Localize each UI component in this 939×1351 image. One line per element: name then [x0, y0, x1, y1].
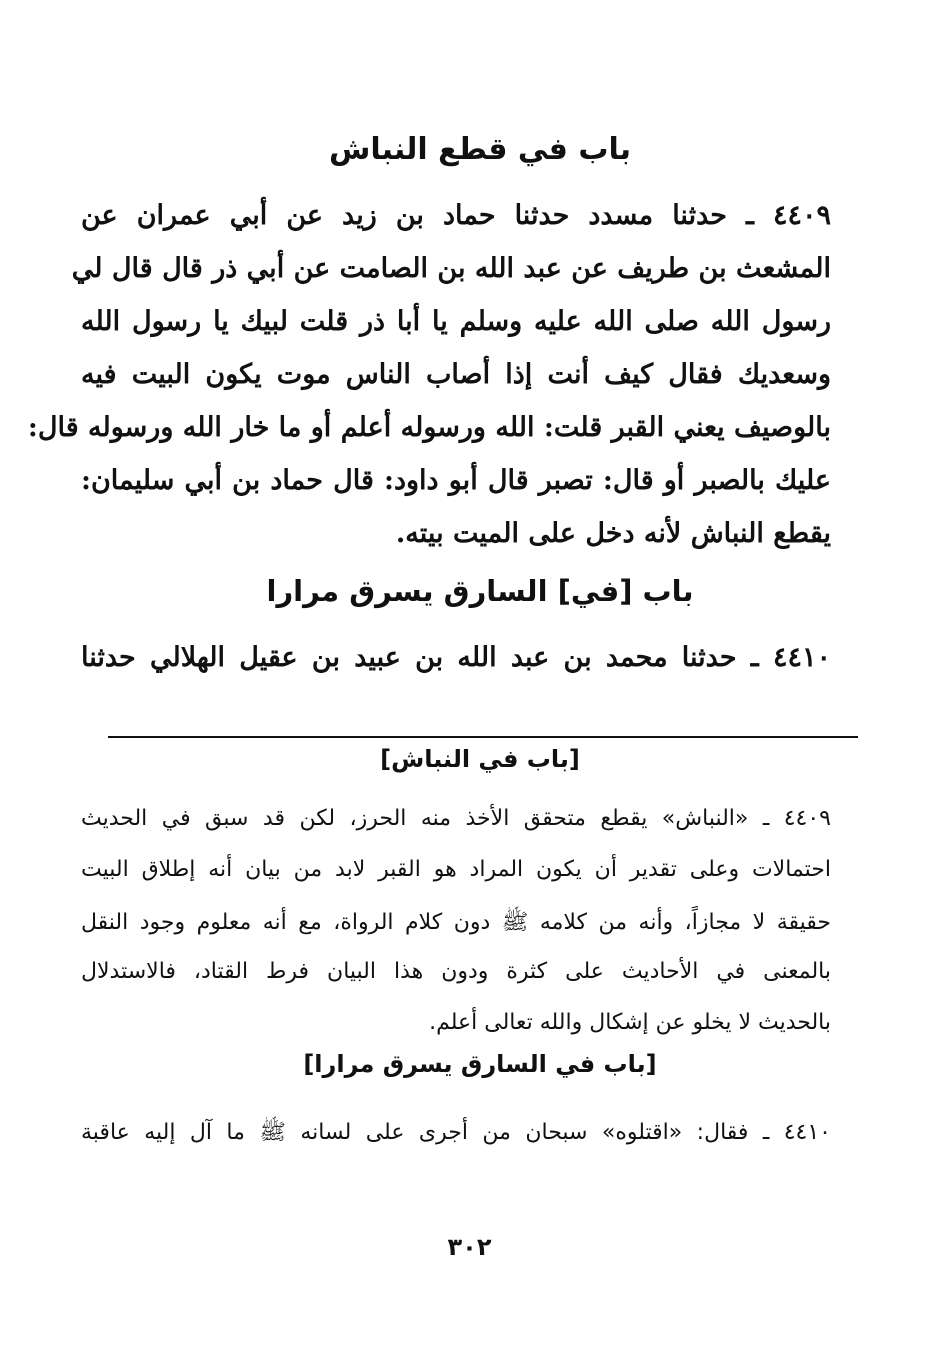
- commentary-4410-line-1: ٤٤١٠ ـ فقال: «اقتلوه» سبحان من أجرى على لسانه ﷺ ما آل إليه عاقبة: [81, 1120, 831, 1145]
- commentary-4409-line-1: ٤٤٠٩ ـ «النباش» يقطع متحقق الأخذ منه الحرز، لكن قد سبق في الحديث: [81, 806, 831, 831]
- commentary-4409-line-5: بالحديث لا يخلو عن إشكال والله تعالى أعلم.: [429, 1010, 831, 1035]
- chapter-heading-nabbash: باب في قطع النباش: [328, 132, 632, 167]
- hadith-4409-line-6: عليك بالصبر أو قال: تصبر قال أبو داود: قال حماد بن أبي سليمان:: [81, 465, 831, 496]
- commentary-heading-nabbash: [باب في النباش]: [380, 745, 580, 773]
- hadith-4409-line-2: المشعث بن طريف عن عبد الله بن الصامت عن أبي ذر قال قال لي: [71, 253, 831, 284]
- chapter-heading-repeat-thief: باب [في] السارق يسرق مرارا: [266, 574, 694, 608]
- commentary-4409-line-2: احتمالات وعلى تقدير أن يكون المراد هو القبر لابد من بيان أنه إطلاق البيت: [81, 857, 831, 882]
- hadith-4409-line-7: يقطع النباش لأنه دخل على الميت بيته.: [395, 518, 831, 549]
- hadith-4410-line-1: ٤٤١٠ ـ حدثنا محمد بن عبد الله بن عبيد بن عقيل الهلالي حدثنا: [81, 642, 831, 673]
- hadith-4409-line-3: رسول الله صلى الله عليه وسلم يا أبا ذر قلت لبيك يا رسول الله: [81, 306, 831, 337]
- hadith-4409-line-1: ٤٤٠٩ ـ حدثنا مسدد حدثنا حماد بن زيد عن أبي عمران عن: [81, 200, 831, 231]
- hadith-4409-line-4: وسعديك فقال كيف أنت إذا أصاب الناس موت يكون البيت فيه: [81, 359, 831, 390]
- commentary-heading-repeat-thief: [باب في السارق يسرق مرارا]: [303, 1050, 657, 1078]
- commentary-4409-line-4: بالمعنى في الأحاديث على كثرة ودون هذا البيان فرط القتاد، فالاستدلال: [81, 959, 831, 984]
- footnote-divider: [108, 736, 858, 738]
- commentary-4409-line-3: حقيقة لا مجازاً، وأنه من كلامه ﷺ دون كلام الرواة، مع أنه معلوم وجود النقل: [81, 910, 831, 935]
- hadith-4409-line-5: بالوصيف يعني القبر قلت: الله ورسوله أعلم أو ما خار الله ورسوله قال:: [27, 412, 831, 443]
- page-number: ٣٠٢: [447, 1233, 492, 1261]
